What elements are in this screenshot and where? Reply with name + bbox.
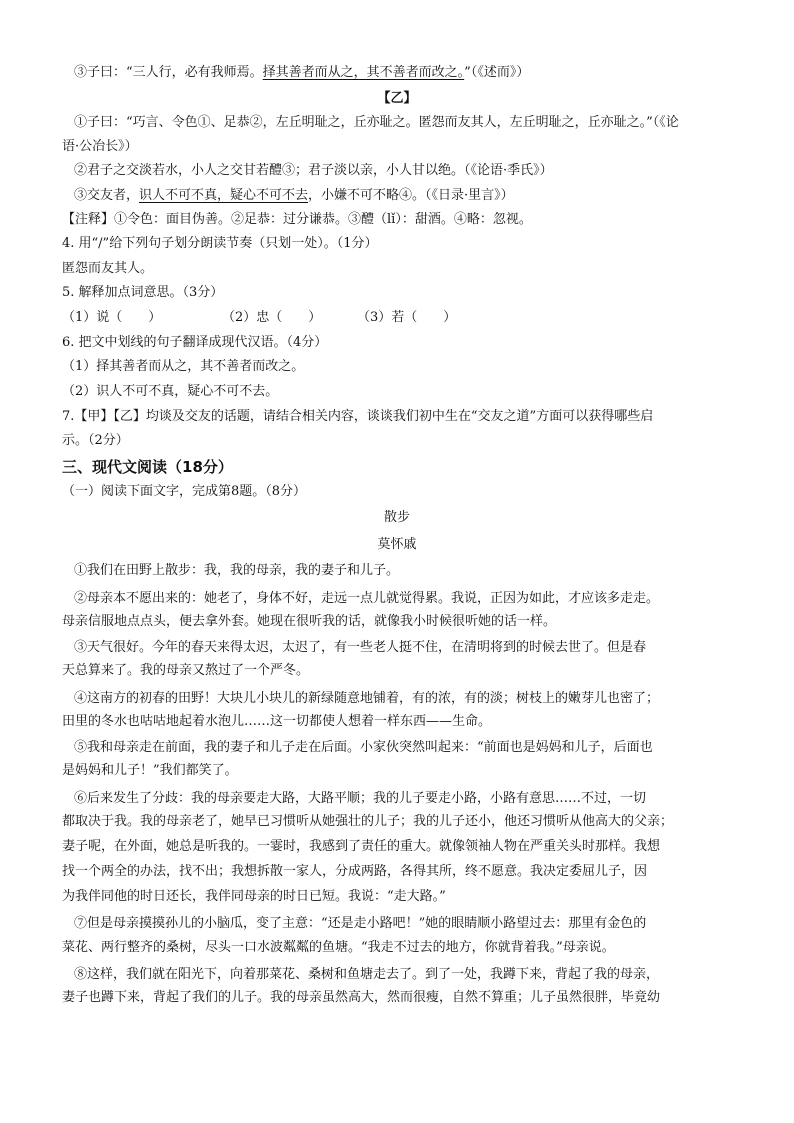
- jia-item-3: [74, 64, 529, 82]
- essay-line: ⑦但是母亲摸摸孙儿的小脑瓜，变了主意：“还是走小路吧！”她的眼睛顺小路望过去：那里有金色的: [74, 916, 647, 931]
- yi-item-2: ②君子之交淡若水，小人之交甘若醴③；君子淡以亲，小人甘以绝。（《论语·季氏》）: [74, 163, 553, 178]
- essay-line: 是妈妈和儿子！”我们都笑了。: [62, 763, 238, 778]
- question-6-item-1: （1）择其善者而从之，其不善者而改之。: [62, 359, 305, 374]
- jia-item-3-prefix: ③子曰：“三人行，必有我师焉。: [74, 65, 263, 80]
- essay-line: 找一个两全的办法，找不出；我想拆散一家人，分成两路，各得其所，终不愿意。我决定委屈儿子，因: [62, 864, 648, 879]
- essay-line: 妻子也蹲下来，背起了我们的儿子。我的母亲虽然高大，然而很瘦，自然不算重；儿子虽然很胖，毕竟幼: [62, 990, 661, 1005]
- essay-line: 为我伴同他的时日还长，我伴同母亲的时日已短。我说：“走大路。”: [62, 889, 446, 904]
- question-4-sentence: 匿怨而友其人。: [62, 261, 154, 276]
- essay-line: 母亲信服地点点头，便去拿外套。她现在很听我的话，就像我小时候很听她的话一样。: [62, 614, 557, 629]
- essay-line: ⑤我和母亲走在前面，我的妻子和儿子走在后面。小家伙突然叫起来：“前面也是妈妈和儿子，后面也: [74, 740, 653, 755]
- jia-item-3-suffix: ”（《述而》）: [464, 65, 530, 80]
- yi-item-3-prefix: ③交友者，: [74, 188, 140, 203]
- question-5: 5. 解释加点词意思。（3分）: [62, 285, 224, 300]
- essay-line: 天总算来了。我的母亲又熬过了一个严冬。: [62, 663, 310, 678]
- essay-title: 散步: [383, 510, 410, 525]
- essay-line: 菜花、两行整齐的桑树，尽头一口水波粼粼的鱼塘。“我走不过去的地方，你就背着我。”母亲说。: [62, 940, 615, 955]
- question-6-item-2: （2）识人不可不真，疑心不可不去。: [62, 384, 279, 399]
- question-5-item-2: （2）忠（ ）: [222, 310, 322, 325]
- yi-heading: 【乙】: [377, 91, 417, 106]
- essay-line: 都取决于我。我的母亲老了，她早已习惯听从她强壮的儿子；我的儿子还小，他还习惯听从他高大的父亲；: [62, 814, 674, 829]
- yi-item-1-line-1: ①子曰：“巧言、令色①、足恭②，左丘明耻之，丘亦耻之。匿怨而友其人，左丘明耻之，丘亦耻之。”（《论: [74, 115, 679, 130]
- essay-line: 田里的冬水也咕咕地起着水泡儿……这一切都使人想着一样东西——生命。: [62, 714, 492, 729]
- essay-line: ⑧这样，我们就在阳光下，向着那菜花、桑树和鱼塘走去了。到了一处，我蹲下来，背起了我的母亲，: [74, 967, 660, 982]
- section-3-subheading: （一）阅读下面文字，完成第8题。（8分）: [62, 484, 307, 499]
- question-5-items: [62, 309, 161, 327]
- question-6: 6. 把文中划线的句子翻译成现代汉语。（4分）: [62, 335, 328, 350]
- essay-line: ④这南方的初春的田野！大块儿小块儿的新绿随意地铺着，有的浓，有的淡；树枝上的嫩芽儿也密了；: [74, 691, 660, 706]
- question-7-line-2: 示。（2分）: [62, 433, 129, 448]
- essay-line: ③天气很好。今年的春天来得太迟，太迟了，有一些老人挺不住，在清明将到的时候去世了。但是春: [74, 640, 647, 655]
- essay-line: ②母亲本不愿出来的：她老了，身体不好，走远一点儿就觉得累。我说，正因为如此，才应该多走走。: [74, 591, 660, 606]
- question-7-line-1: 7.【甲】【乙】均谈及交友的话题，请结合相关内容，谈谈我们初中生在“交友之道”方面可以获得哪些启: [62, 409, 654, 424]
- essay-line: 妻子呢，在外面，她总是听我的。一霎时，我感到了责任的重大。就像领袖人物在严重关头时那样。我想: [62, 839, 661, 854]
- essay-line: ①我们在田野上散步：我，我的母亲，我的妻子和儿子。: [74, 563, 400, 578]
- question-4: 4. 用“/”给下列句子划分朗读节奏（只划一处）。（1分）: [62, 236, 378, 251]
- essay-line: ⑥后来发生了分歧：我的母亲要走大路，大路平顺；我的儿子要走小路，小路有意思……不过，一切: [74, 791, 647, 806]
- yi-item-3-underlined: 识人不可不真，疑心不可不去: [139, 188, 309, 203]
- essay-author: 莫怀戚: [377, 537, 417, 552]
- yi-item-1-line-2: 语·公冶长》）: [62, 139, 138, 154]
- yi-item-3-suffix: ，小嫌不可不略④。（《日录·里言》）: [308, 188, 514, 203]
- section-3-heading: 三、现代文阅读（18分）: [62, 458, 233, 476]
- question-5-item-1: （1）说（ ）: [62, 310, 162, 325]
- annotation-notes: 【注释】①令色：面目伪善。②足恭：过分谦恭。③醴（lǐ）：甜酒。④略：忽视。: [62, 212, 532, 227]
- jia-item-3-underlined: 择其善者而从之，其不善者而改之。: [262, 65, 465, 80]
- yi-item-3: [74, 187, 514, 205]
- question-5-item-3: （3）若（ ）: [357, 310, 457, 325]
